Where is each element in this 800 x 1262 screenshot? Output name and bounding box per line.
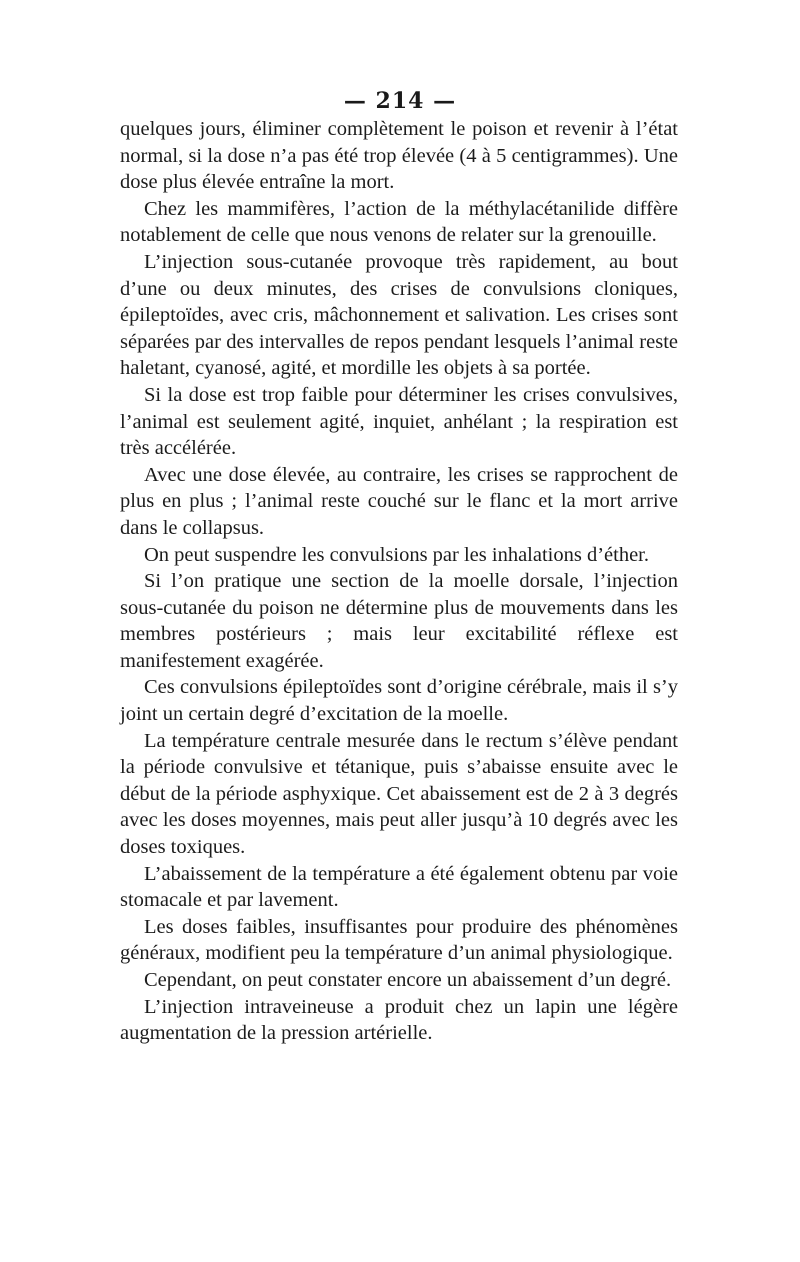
paragraph: Ces convulsions épileptoïdes sont d’origine cérébrale, mais il s’y joint un certain degré d’excitation de la moelle. — [120, 676, 678, 726]
paragraph: L’injection sous-cutanée provoque très rapidement, au bout d’une ou deux minutes, des crises de convulsions cloniques, épileptoïdes, avec cris, mâchonnement et salivation. Les crises sont séparées par des intervalles de repos pendant lesquels l’animal reste haletant, cyanosé, agité, et mordille les objets à sa portée. — [120, 250, 678, 380]
paragraph: Les doses faibles, insuffisantes pour produire des phénomènes généraux, modifient peu la température d’un animal physiologique. — [120, 915, 678, 965]
paragraph: La température centrale mesurée dans le rectum s’élève pendant la période convulsive et tétanique, puis s’abaisse ensuite avec le début de la période asphyxique. Cet abaissement est de 2 à 3 degrés avec les doses moyennes, mais peut aller jusqu’à 10 degrés avec les doses toxiques. — [120, 729, 678, 859]
paragraph: Avec une dose élevée, au contraire, les crises se rapprochent de plus en plus ; l’animal reste couché sur le flanc et la mort arrive dans le collapsus. — [120, 463, 678, 539]
paragraph: Si l’on pratique une section de la moelle dorsale, l’injection sous-cutanée du poison ne détermine plus de mouvements dans les membres postérieurs ; mais leur excitabilité réflexe est manifestement exagérée. — [120, 570, 678, 672]
body-text — [120, 116, 678, 1047]
paragraph: Si la dose est trop faible pour déterminer les crises convulsives, l’animal est seulement agité, inquiet, anhélant ; la respiration est très accélérée. — [120, 383, 678, 460]
paragraph: On peut suspendre les convulsions par les inhalations d’éther. — [144, 543, 649, 566]
paragraph: quelques jours, éliminer complètement le poison et revenir à l’état normal, si la dose n’a pas été trop élevée (4 à 5 centigrammes). Une dose plus élevée entraîne la mort. — [120, 118, 678, 194]
paragraph: L’injection intraveineuse a produit chez un lapin une légère augmentation de la pression artérielle. — [120, 995, 678, 1045]
paragraph: Cependant, on peut constater encore un abaissement d’un degré. — [144, 969, 672, 991]
paragraph: Chez les mammifères, l’action de la méthylacétanilide diffère notablement de celle que nous venons de relater sur la grenouille. — [120, 197, 678, 247]
paragraph: L’abaissement de la température a été également obtenu par voie stomacale et par lavement. — [120, 862, 678, 912]
page-number: — 214 — — [343, 88, 457, 114]
